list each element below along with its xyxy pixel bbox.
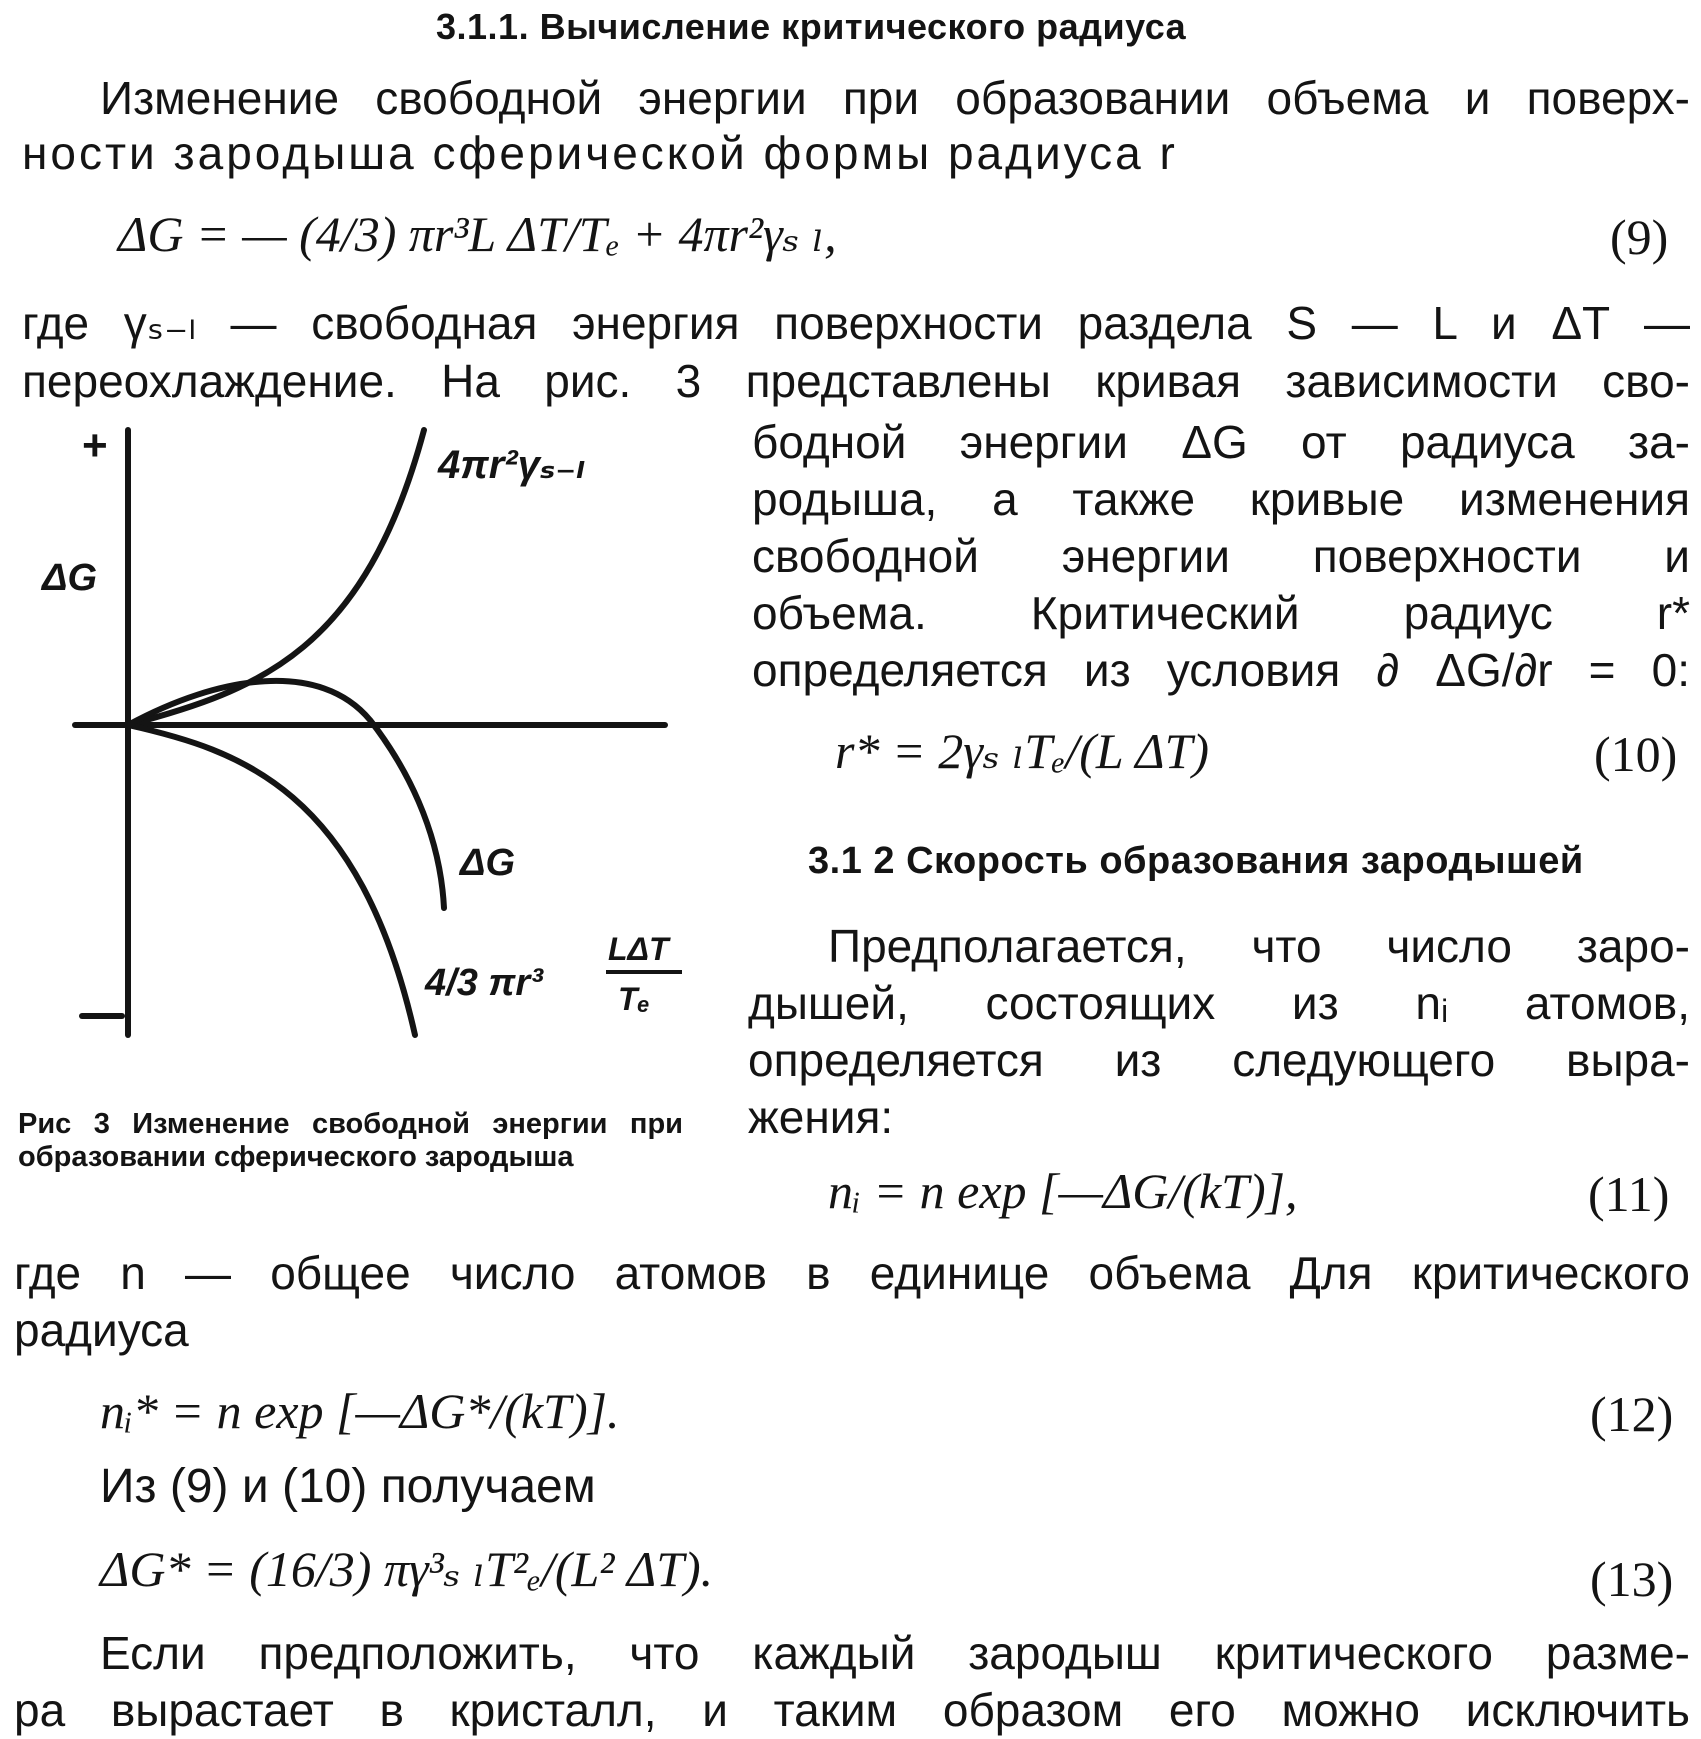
right-column-line-2: родыша, а также кривые изменения (752, 473, 1690, 525)
total-curve-label: ΔG (460, 842, 516, 884)
plus-label: + (82, 421, 108, 470)
figure-caption: Рис 3 Изменение свободной энергии при образовании сферического зародыша (18, 1108, 683, 1173)
paragraph-after-eq9-line-2: переохлаждение. На рис. 3 представлены кривая зависимости сво- (22, 355, 1690, 407)
volume-fraction-numerator: LΔT (608, 931, 669, 967)
volume-fraction-denominator: Tₑ (618, 981, 651, 1017)
closing-line-2: ра вырастает в кристалл, и таким образом его можно исключить (14, 1684, 1690, 1736)
surface-curve-label: 4πr²γₛ₋ₗ (438, 443, 585, 487)
paragraph-after-eq11-line-1: где n — общее число атомов в единице объема Для критического (14, 1247, 1690, 1299)
equation-13: ΔG* = (16/3) πγ³ₛ ₗT²ₑ/(L² ΔT). (100, 1541, 714, 1597)
equation-10-number: (10) (1594, 726, 1678, 782)
paragraph-after-eq9-line-1: где γₛ₋ₗ — свободная энергия поверхности раздела S — L и ΔT — (22, 297, 1690, 349)
right-column-line-5: определяется из условия ∂ ΔG/∂r = 0: (752, 644, 1690, 696)
minus-label: − (84, 991, 110, 1040)
nuclei-paragraph-line-1: Предполагается, что число заро- (828, 920, 1690, 972)
right-column-line-4: объема. Критический радиус r* (752, 587, 1690, 639)
intro-line-2: ности зародыша сферической формы радиуса r (22, 127, 1178, 179)
nuclei-paragraph-line-4: жения: (748, 1091, 894, 1143)
right-column-line-1: бодной энергии ΔG от радиуса за- (752, 416, 1690, 468)
nuclei-paragraph-line-3: определяется из следующего выра- (748, 1034, 1690, 1086)
intro-line-1: Изменение свободной энергии при образовании объема и поверх- (100, 72, 1690, 124)
equation-13-number: (13) (1590, 1551, 1674, 1607)
equation-12-number: (12) (1590, 1386, 1674, 1442)
equation-9: ΔG = — (4/3) πr³L ΔT/Tₑ + 4πr²γₛ ₗ, (118, 206, 837, 262)
paragraph-after-eq11-line-2: радиуса (14, 1304, 189, 1356)
volume-energy-curve (128, 725, 415, 1035)
section-title-3-1-2: 3.1 2 Скорость образования зародышей (808, 840, 1584, 882)
equation-12: nᵢ* = n exp [—ΔG*/(kT)]. (100, 1383, 620, 1439)
figure-free-energy-diagram (20, 420, 700, 1060)
section-title-3-1-1: 3.1.1. Вычисление критического радиуса (436, 6, 1187, 47)
volume-curve-label: 4/3 πr³ (425, 962, 543, 1004)
equation-11-number: (11) (1588, 1166, 1670, 1222)
equation-10: r* = 2γₛ ₗTₑ/(L ΔT) (835, 723, 1210, 779)
closing-line-1: Если предположить, что каждый зародыш критического разме- (100, 1627, 1690, 1679)
equation-9-number: (9) (1610, 209, 1669, 265)
right-column-line-3: свободной энергии поверхности и (752, 530, 1690, 582)
equation-11: nᵢ = n exp [—ΔG/(kT)], (828, 1163, 1298, 1219)
axis-label-delta-g: ΔG (42, 557, 98, 599)
nuclei-paragraph-line-2: дышей, состоящих из nᵢ атомов, (748, 977, 1690, 1029)
derivation-text: Из (9) и (10) получаем (100, 1460, 596, 1513)
